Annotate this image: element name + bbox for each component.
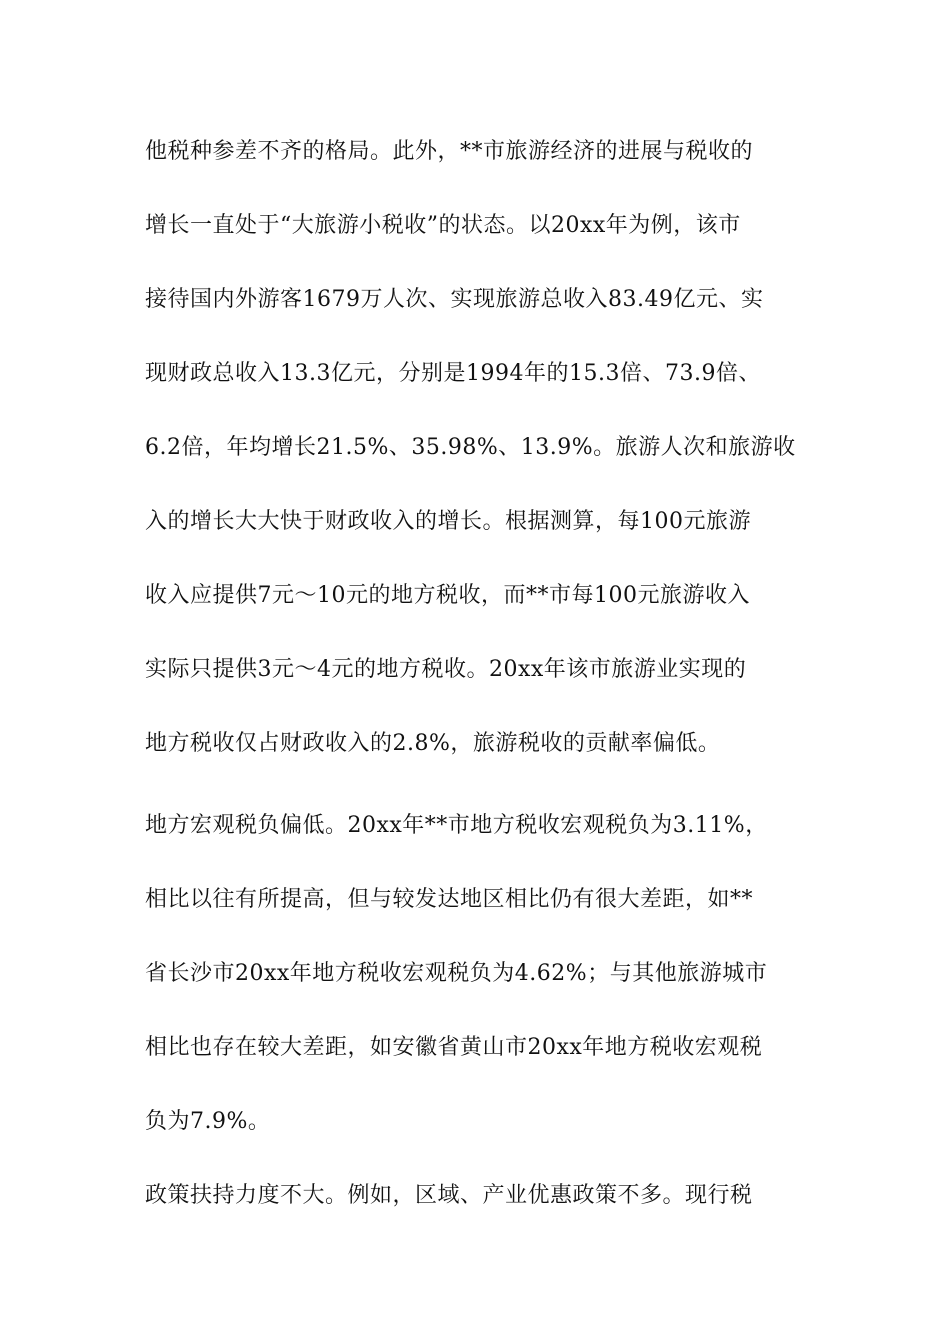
text-line-6: 入的增长大大快于财政收入的增长。根据测算，每100元旅游 (145, 509, 751, 534)
text-line-8: 实际只提供3元～4元的地方税收。20xx年该市旅游业实现的 (145, 657, 747, 682)
text-line-12: 省长沙市20xx年地方税收宏观税负为4.62%；与其他旅游城市 (145, 961, 768, 986)
text-line-4: 现财政总收入13.3亿元，分别是1994年的15.3倍、73.9倍、 (145, 361, 761, 386)
text-line-9: 地方税收仅占财政收入的2.8%，旅游税收的贡献率偏低。 (145, 731, 721, 756)
text-line-15: 政策扶持力度不大。例如，区域、产业优惠政策不多。现行税 (145, 1183, 753, 1208)
text-line-7: 收入应提供7元～10元的地方税收，而**市每100元旅游收入 (145, 583, 750, 608)
text-line-1: 他税种参差不齐的格局。此外，**市旅游经济的进展与税收的 (145, 139, 754, 164)
text-line-13: 相比也存在较大差距，如安徽省黄山市20xx年地方税收宏观税 (145, 1035, 763, 1060)
text-line-14: 负为7.9%。 (145, 1109, 271, 1134)
text-line-5: 6.2倍，年均增长21.5%、35.98%、13.9%。旅游人次和旅游收 (145, 435, 796, 460)
text-line-3: 接待国内外游客1679万人次、实现旅游总收入83.49亿元、实 (145, 287, 764, 312)
text-line-10: 地方宏观税负偏低。20xx年**市地方税收宏观税负为3.11%， (145, 813, 768, 838)
text-line-11: 相比以往有所提高，但与较发达地区相比仍有很大差距，如** (145, 887, 754, 912)
text-line-2: 增长一直处于“大旅游小税收”的状态。以20xx年为例，该市 (145, 213, 741, 238)
